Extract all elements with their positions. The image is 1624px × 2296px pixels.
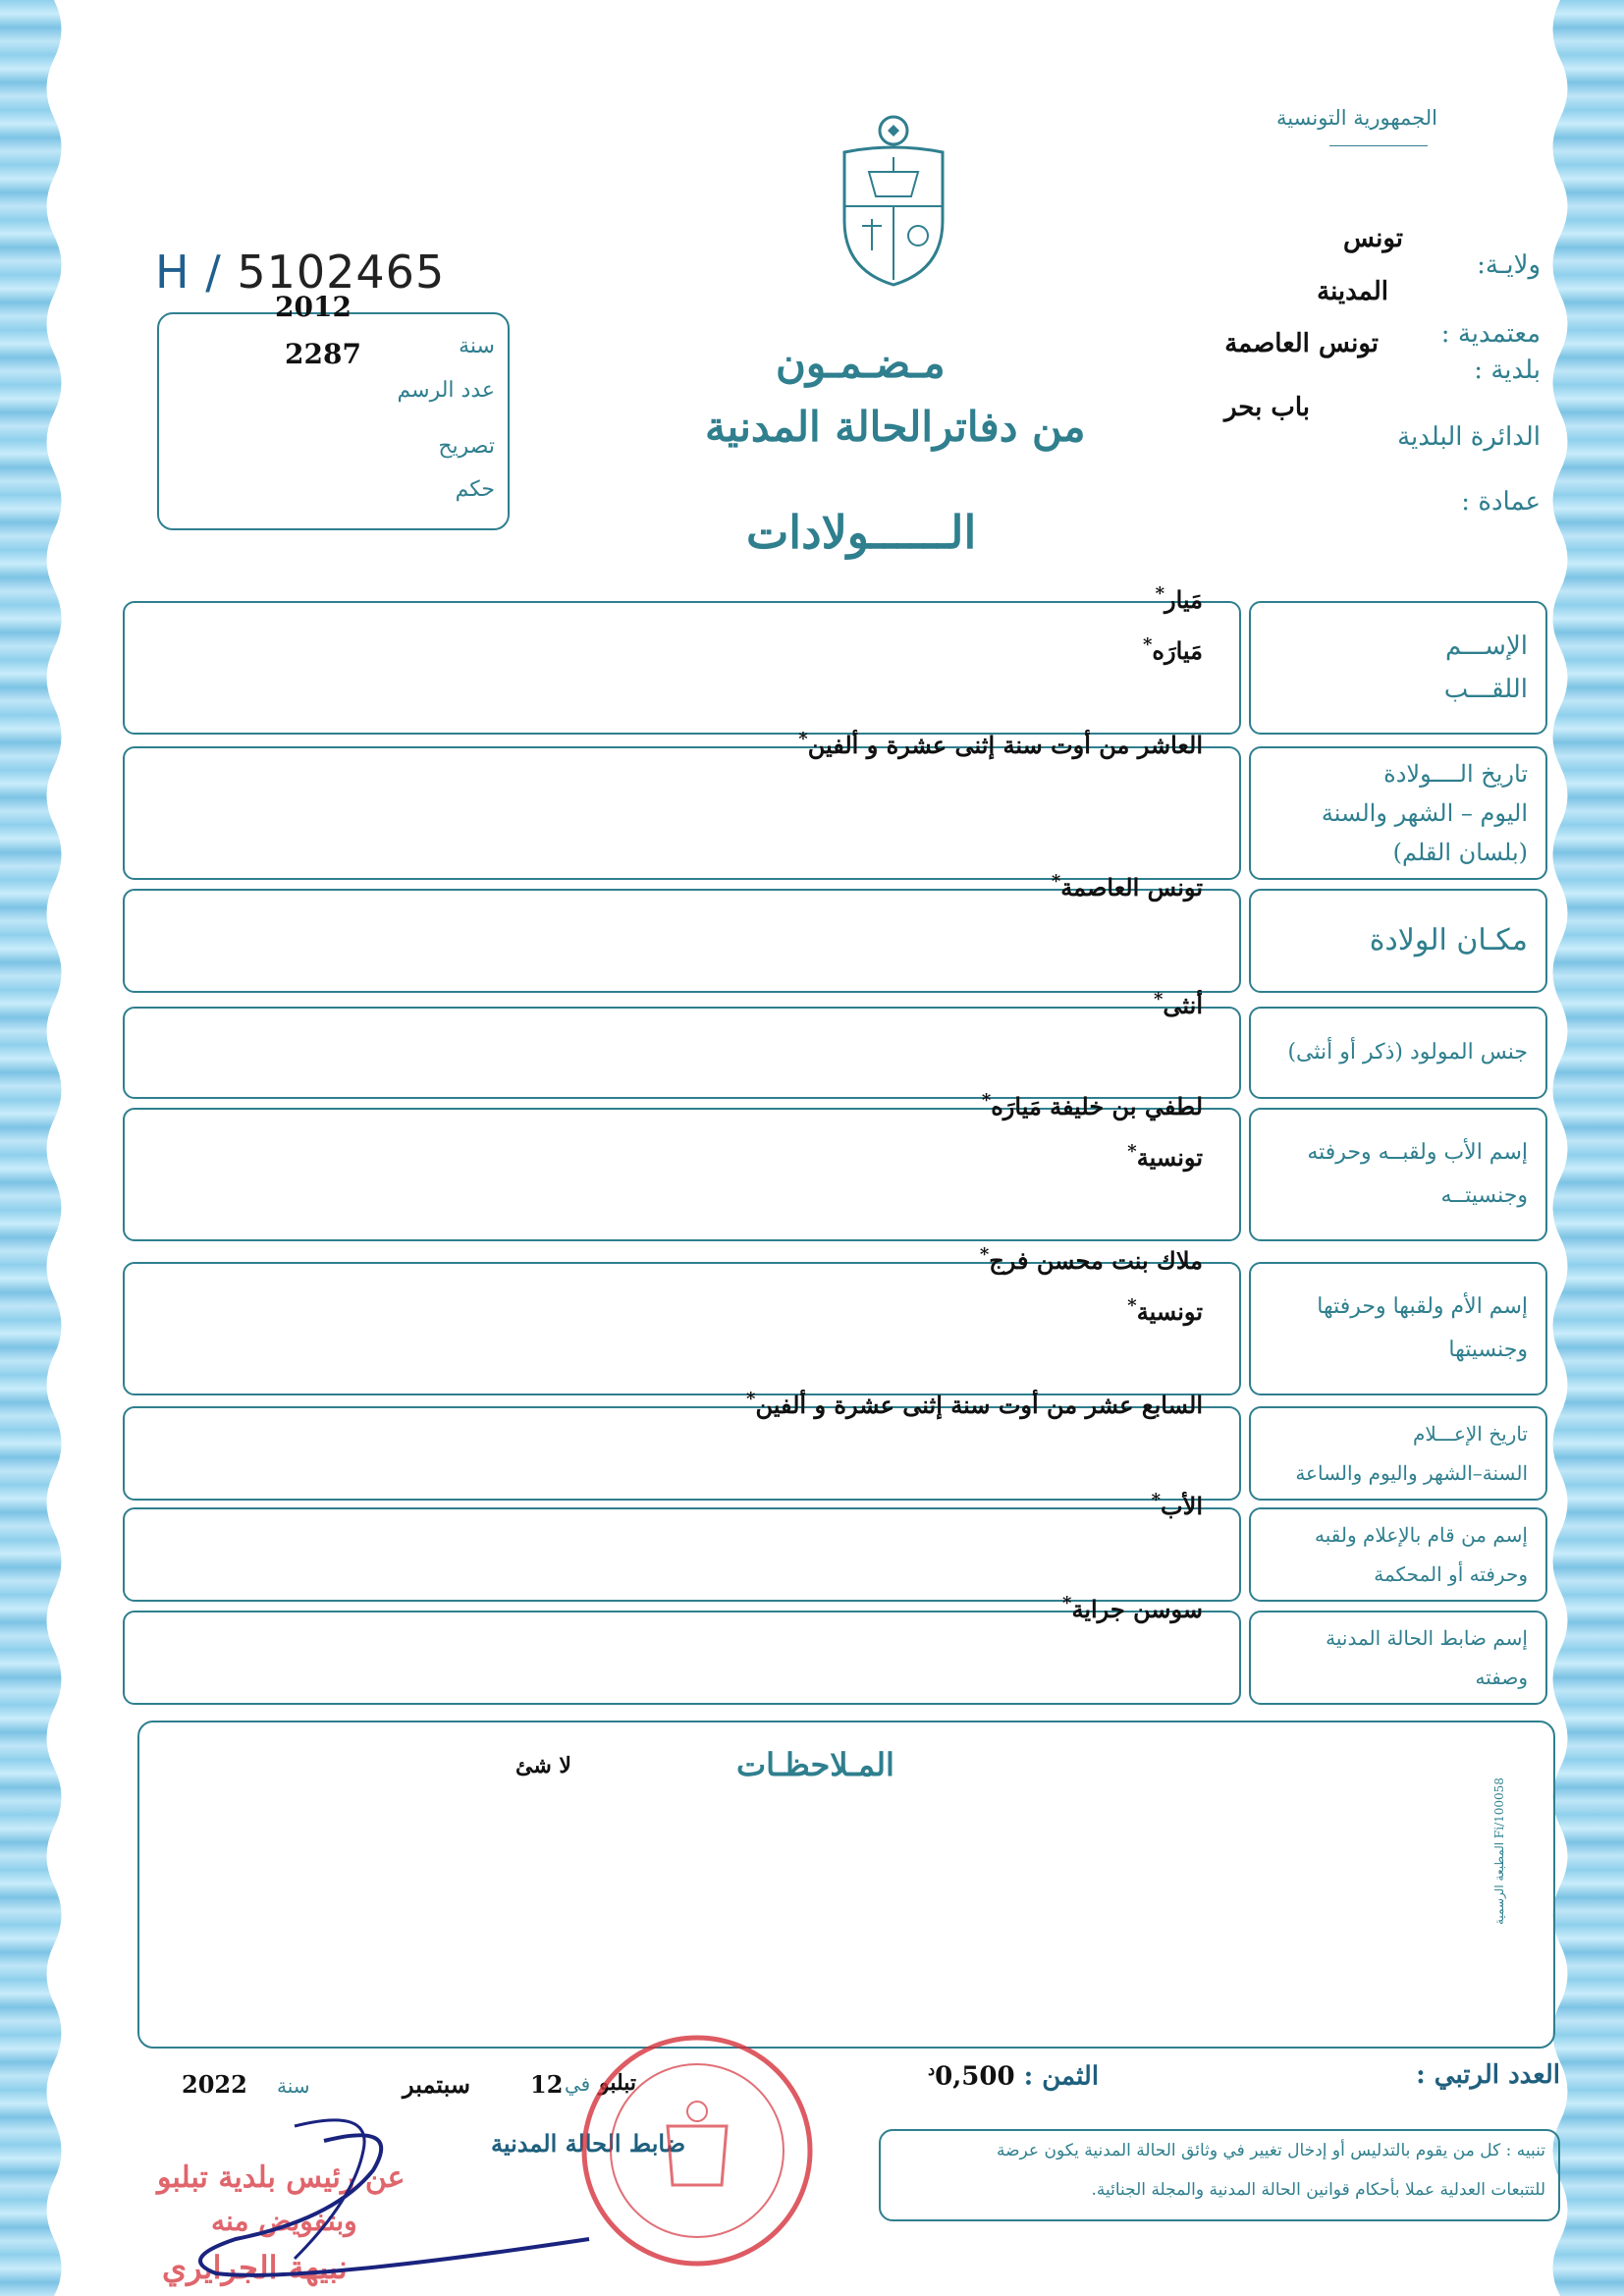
stamp-line3: نبيهة الجرايري	[162, 2249, 348, 2286]
field-box-1	[123, 601, 1241, 735]
row-value-text: لطفي بن خليفة مَيارَه	[991, 1092, 1203, 1121]
record-judgment-label: حكم	[455, 477, 495, 502]
footer-price	[928, 2060, 1099, 2092]
mutamadiya-label: معتمدية :	[1440, 319, 1541, 349]
imada-label: عمادة :	[1461, 487, 1541, 517]
serial-value: 5102465	[237, 246, 446, 299]
row-value-text: سوسن جراية	[1071, 1595, 1203, 1623]
mutamadiya-value: المدينة	[1317, 277, 1388, 306]
asterisk-mark: *	[1151, 1490, 1162, 1510]
asterisk-mark: *	[1127, 1141, 1137, 1162]
price-label: الثمن :	[1023, 2061, 1100, 2092]
row-label-line: وجنسيتــه	[1440, 1183, 1528, 1208]
record-number-label: عدد الرسم	[397, 378, 495, 403]
field-box-8	[123, 1507, 1241, 1602]
row-value	[982, 1090, 1203, 1121]
row-value	[1127, 1141, 1203, 1172]
printer-mark: المطبعة الرسمية Fi/100058	[1492, 1777, 1506, 1925]
official-round-seal	[574, 2028, 820, 2273]
label-box-7	[1249, 1406, 1547, 1501]
title-line3: الــــــولادات	[746, 506, 977, 559]
field-box-6	[123, 1262, 1241, 1395]
asterisk-mark: *	[1127, 1295, 1137, 1316]
row-value-text: مَيار	[1164, 585, 1203, 614]
footer-day-value: 12	[530, 2070, 564, 2099]
row-value-text: تونسية	[1136, 1143, 1203, 1172]
asterisk-mark: *	[979, 1244, 990, 1265]
asterisk-mark: *	[981, 1090, 992, 1111]
title-line1: مـضـمـون	[776, 339, 946, 387]
footer-year-value: 2022	[182, 2070, 247, 2099]
coat-of-arms-icon	[835, 113, 952, 290]
row-value-text: مَيارَه	[1152, 636, 1203, 665]
row-value	[1152, 1490, 1203, 1520]
label-box-8	[1249, 1507, 1547, 1602]
field-box-2	[123, 746, 1241, 880]
row-label-line: إسم ضابط الحالة المدنية	[1326, 1626, 1528, 1650]
footer-place: تبلبو	[599, 2070, 637, 2096]
wilaya-label: ولايـة:	[1477, 250, 1541, 280]
row-label-line: وحرفته أو المحكمة	[1374, 1562, 1528, 1586]
remarks-label: المـلاحظـات	[736, 1746, 894, 1783]
row-value	[1154, 989, 1203, 1019]
republic-heading: الجمهورية التونسية	[1276, 106, 1437, 130]
field-box-4	[123, 1007, 1241, 1099]
stamp-line2: وبتفويض منه	[211, 2205, 357, 2237]
record-number-value: 2287	[285, 338, 361, 370]
record-year-value: 2012	[275, 291, 352, 323]
field-box-3	[123, 889, 1241, 993]
label-box-5	[1249, 1108, 1547, 1241]
row-value-text: ملاك بنت محسن فرج	[989, 1246, 1203, 1275]
row-value	[746, 1389, 1203, 1419]
asterisk-mark: *	[798, 729, 808, 749]
row-value	[980, 1244, 1203, 1275]
row-value-text: تونسية	[1136, 1297, 1203, 1326]
wilaya-value: تونس	[1342, 224, 1403, 253]
price-unit: د	[928, 2060, 936, 2079]
asterisk-mark: *	[1153, 989, 1164, 1010]
label-box-9	[1249, 1611, 1547, 1705]
row-label-line: مكـان الولادة	[1369, 923, 1528, 957]
row-label-line: اللقـــب	[1443, 675, 1528, 704]
row-label-line: وصفته	[1475, 1666, 1528, 1689]
footer-date-prefix: في	[565, 2072, 591, 2096]
row-value-text: الأب	[1161, 1492, 1203, 1520]
asterisk-mark: *	[1062, 1593, 1072, 1613]
asterisk-mark: *	[1155, 583, 1164, 604]
footer-month-value: سبتمبر	[403, 2070, 470, 2099]
warning-line2: للتتبعات العدلية عملا بأحكام قوانين الحالة المدنية والمجلة الجنائية.	[1091, 2180, 1545, 2200]
label-box-3	[1249, 889, 1547, 993]
record-declaration-label: تصريح	[438, 434, 495, 459]
row-label-line: السنة–الشهر واليوم والساعة	[1295, 1461, 1528, 1485]
row-label-line: اليوم – الشهر والسنة	[1321, 799, 1528, 827]
label-box-2	[1249, 746, 1547, 880]
stamp-line1: عن رئيس بلدية تبلبو	[157, 2160, 406, 2195]
row-label-line: جنس المولود (ذكر أو أنثى)	[1287, 1040, 1528, 1065]
row-label-line: الإســـم	[1445, 631, 1528, 661]
row-label-line: تاريخ الإعـــلام	[1413, 1422, 1528, 1446]
handwritten-signature	[177, 2111, 609, 2288]
left-decorative-border	[0, 0, 69, 2296]
row-value-text: السابع عشر من أوت سنة إثنى عشرة و ألفين	[755, 1391, 1203, 1419]
row-value-text: تونس العاصمة	[1060, 873, 1203, 902]
field-box-7	[123, 1406, 1241, 1501]
row-label-line: إسم الأب ولقبــه وحرفته	[1307, 1140, 1528, 1165]
row-value	[1062, 1593, 1203, 1623]
row-value	[798, 729, 1203, 759]
price-value: 0,500	[935, 2061, 1015, 2092]
asterisk-mark: *	[746, 1389, 756, 1409]
row-value	[1052, 871, 1203, 902]
footer-serial-label: العدد الرتبي :	[1416, 2060, 1560, 2090]
label-box-6	[1249, 1262, 1547, 1395]
remarks-value: لا شئ	[515, 1753, 571, 1778]
row-label-line: إسم الأم ولقبها وحرفتها	[1317, 1294, 1528, 1319]
footer-year-label: سنة	[277, 2074, 310, 2098]
row-value-text: العاشر من أوت سنة إثنى عشرة و ألفين	[807, 731, 1203, 759]
baladiya-label: بلدية :	[1474, 355, 1541, 385]
officer-label: ضابط الحالة المدنية	[491, 2129, 686, 2158]
daira-value: باب بحر	[1223, 393, 1310, 422]
republic-underline	[1329, 145, 1428, 146]
serial-prefix: H /	[155, 246, 222, 299]
label-box-4	[1249, 1007, 1547, 1099]
label-box-1	[1249, 601, 1547, 735]
row-value	[1143, 634, 1203, 665]
row-label-line: إسم من قام بالإعلام ولقبه	[1315, 1523, 1528, 1547]
row-label-line: تاريخ الــــولادة	[1383, 760, 1528, 788]
row-label-line: (بلسان القلم)	[1392, 839, 1528, 866]
record-year-label: سنة	[459, 334, 495, 358]
row-label-line: وجنسيتها	[1448, 1338, 1528, 1362]
daira-label: الدائرة البلدية	[1397, 422, 1541, 452]
row-value	[1156, 583, 1203, 614]
asterisk-mark: *	[1143, 634, 1153, 655]
field-box-5	[123, 1108, 1241, 1241]
baladiya-value: تونس العاصمة	[1224, 329, 1379, 358]
warning-line1: تنبيه : كل من يقوم بالتدليس أو إدخال تغيير في وثائق الحالة المدنية يكون عرضة	[997, 2141, 1545, 2160]
title-line2: من دفاترالحالة المدنية	[705, 403, 1086, 451]
field-box-9	[123, 1611, 1241, 1705]
row-value	[1127, 1295, 1203, 1326]
row-value-text: أنثى	[1163, 991, 1203, 1019]
asterisk-mark: *	[1051, 871, 1061, 892]
